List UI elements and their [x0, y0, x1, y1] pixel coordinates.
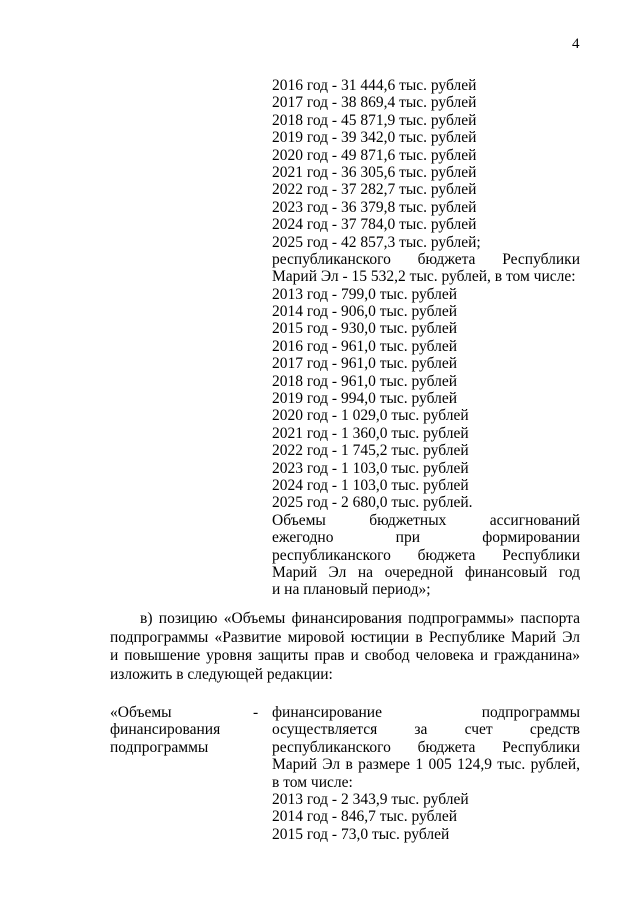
- funding-year-line: 2022 год - 37 282,7 тыс. рублей: [272, 181, 477, 199]
- republic-year-line: 2013 год - 799,0 тыс. рублей: [272, 285, 458, 303]
- funding-year-line: 2025 год - 42 857,3 тыс. рублей;: [272, 233, 481, 251]
- paragraph-line: подпрограммы «Развитие мировой юстиции в Республике Марий Эл: [110, 628, 580, 646]
- republic-year-line: 2020 год - 1 029,0 тыс. рублей: [272, 407, 469, 425]
- republic-year-line: 2024 год - 1 103,0 тыс. рублей: [272, 476, 469, 494]
- note-line: Марий Эл на очередной финансовый год: [272, 563, 580, 581]
- note-line: Объемы бюджетных ассигнований: [272, 511, 580, 529]
- label-line: подпрограммы: [110, 738, 209, 756]
- subprogram-text-line: осуществляется за счет средств: [272, 721, 580, 739]
- subprogram-funding-text: [272, 704, 580, 843]
- republic-year-line: 2018 год - 961,0 тыс. рублей: [272, 372, 458, 390]
- funding-year-line: 2021 год - 36 305,6 тыс. рублей: [272, 163, 477, 181]
- page-number: 4: [572, 36, 580, 52]
- republic-year-line: 2025 год - 2 680,0 тыс. рублей.: [272, 494, 473, 512]
- republic-year-line: 2014 год - 906,0 тыс. рублей: [272, 303, 458, 321]
- republic-year-line: 2023 год - 1 103,0 тыс. рублей: [272, 459, 469, 477]
- republic-budget-line: республиканского бюджета Республики: [272, 250, 580, 268]
- funding-year-line: 2016 год - 31 444,6 тыс. рублей: [272, 77, 477, 94]
- funding-year-line: 2023 год - 36 379,8 тыс. рублей: [272, 198, 477, 216]
- republic-budget-total-line: Марий Эл - 15 532,2 тыс. рублей, в том числе:: [272, 268, 576, 286]
- label-line: «Объемы: [110, 704, 172, 721]
- subprogram-text-line: Марий Эл в размере 1 005 124,9 тыс. рублей,: [272, 756, 580, 774]
- note-line: и на плановый период»;: [272, 581, 431, 599]
- subprogram-tail-line: в том числе:: [272, 773, 353, 791]
- paragraph-line: в) позицию «Объемы финансирования подпрограммы» паспорта: [140, 610, 580, 627]
- subprogram-text-line: финансирование подпрограммы: [272, 704, 580, 721]
- subprogram-year-line: 2015 год - 73,0 тыс. рублей: [272, 825, 450, 843]
- funding-year-line: 2024 год - 37 784,0 тыс. рублей: [272, 216, 477, 234]
- label-line: финансирования: [110, 721, 221, 739]
- funding-year-line: 2017 год - 38 869,4 тыс. рублей: [272, 94, 477, 112]
- subprogram-text-line: республиканского бюджета Республики: [272, 738, 580, 756]
- subprogram-year-line: 2014 год - 846,7 тыс. рублей: [272, 808, 458, 826]
- paragraph-v: [110, 610, 580, 684]
- funding-block: [272, 77, 580, 599]
- republic-year-line: 2016 год - 961,0 тыс. рублей: [272, 337, 458, 355]
- republic-year-line: 2015 год - 930,0 тыс. рублей: [272, 320, 458, 338]
- funding-year-line: 2020 год - 49 871,6 тыс. рублей: [272, 146, 477, 164]
- republic-year-line: 2017 год - 961,0 тыс. рублей: [272, 355, 458, 373]
- republic-year-line: 2019 год - 994,0 тыс. рублей: [272, 390, 458, 408]
- subprogram-year-line: 2013 год - 2 343,9 тыс. рублей: [272, 790, 469, 808]
- subprogram-label: [110, 704, 260, 756]
- paragraph-line: изложить в следующей редакции:: [110, 665, 333, 683]
- republic-year-line: 2022 год - 1 745,2 тыс. рублей: [272, 442, 469, 460]
- label-dash: -: [253, 704, 259, 721]
- paragraph-line: и повышение уровня защиты прав и свобод человека и гражданина»: [110, 647, 580, 665]
- note-line: республиканского бюджета Республики: [272, 546, 580, 564]
- funding-year-line: 2018 год - 45 871,9 тыс. рублей: [272, 111, 477, 129]
- note-line: ежегодно при формировании: [272, 529, 580, 547]
- republic-year-line: 2021 год - 1 360,0 тыс. рублей: [272, 424, 469, 442]
- funding-year-line: 2019 год - 39 342,0 тыс. рублей: [272, 129, 477, 147]
